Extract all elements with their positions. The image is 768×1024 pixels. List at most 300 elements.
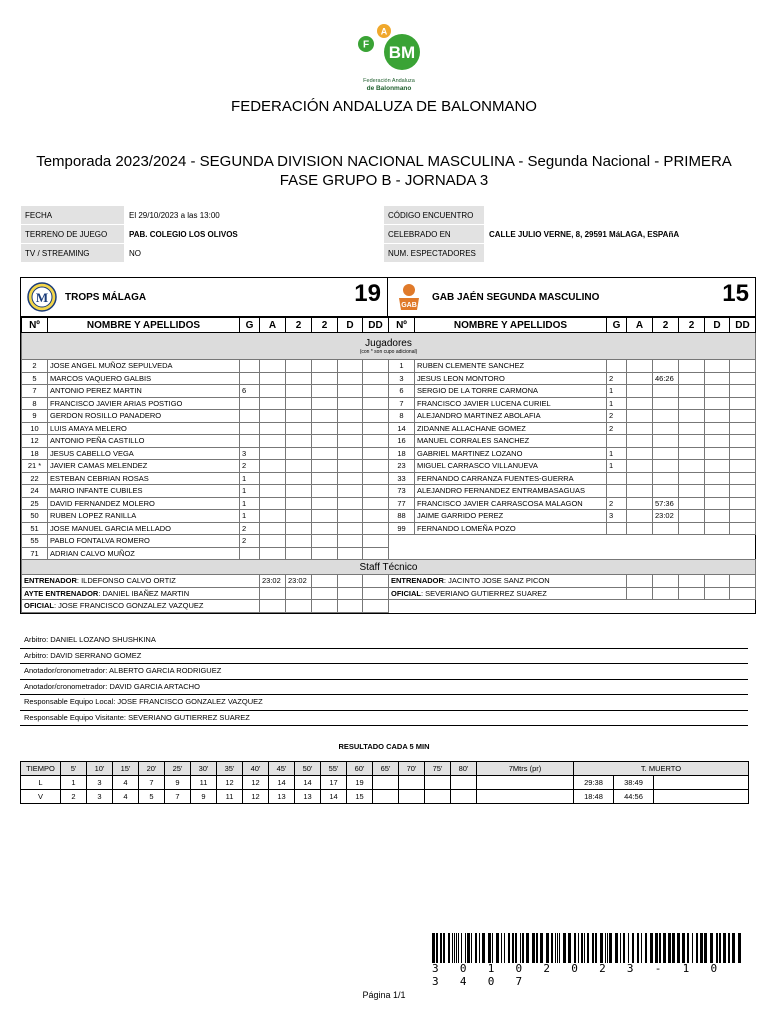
player-suspension-1 [286, 522, 312, 535]
player-goals: 1 [240, 510, 260, 523]
player-goals [240, 422, 260, 435]
player-goals: 1 [240, 485, 260, 498]
player-number: 21 * [22, 460, 48, 473]
fecha-label: FECHA [21, 206, 125, 225]
col-a: A [627, 318, 653, 333]
player-dd [730, 460, 756, 473]
player-row [22, 397, 756, 410]
player-name: ADRIAN CALVO MUÑOZ [48, 547, 240, 560]
player-dd [363, 472, 389, 485]
result-score-cell [399, 776, 425, 790]
barcode-bar [682, 933, 685, 963]
player-disqualification [705, 522, 730, 535]
barcode-bar [520, 933, 521, 963]
barcode-bar [563, 933, 566, 963]
player-number: 8 [389, 410, 415, 423]
staff-name: : SEVERIANO GUTIERREZ SUAREZ [421, 588, 547, 598]
official-line: Anotador/cronometrador: DAVID GARCIA ARTACHO [20, 680, 748, 696]
result-score-cell: 7 [139, 776, 165, 790]
player-name: JESUS LEON MONTORO [415, 372, 607, 385]
player-name: GABRIEL MARTINEZ LOZANO [415, 447, 607, 460]
player-row [22, 447, 756, 460]
barcode-bar [655, 933, 658, 963]
player-warning [260, 385, 286, 398]
player-suspension-2 [312, 360, 338, 373]
player-number: 5 [22, 372, 48, 385]
result-timeout-cell: 38:49 [614, 776, 654, 790]
player-goals [607, 522, 627, 535]
result-score-cell: 13 [295, 790, 321, 804]
player-disqualification [338, 360, 363, 373]
result-score-cell [425, 776, 451, 790]
home-team-score: 19 [354, 280, 381, 307]
player-suspension-2 [312, 547, 338, 560]
barcode-bar [482, 933, 485, 963]
player-disqualification [338, 485, 363, 498]
result-7m-cell [477, 776, 574, 790]
empty-cell [389, 535, 756, 548]
player-number: 25 [22, 497, 48, 510]
barcode-bar [595, 933, 597, 963]
player-name: MARIO INFANTE CUBILES [48, 485, 240, 498]
result-header-cell: 25' [165, 762, 191, 776]
result-score-cell: 11 [191, 776, 217, 790]
player-suspension-2 [312, 372, 338, 385]
player-name: RUBEN CLEMENTE SANCHEZ [415, 360, 607, 373]
player-dd [363, 372, 389, 385]
barcode-bar [504, 933, 505, 963]
player-warning [627, 385, 653, 398]
player-goals [240, 397, 260, 410]
barcode-bar [458, 933, 459, 963]
player-warning [260, 472, 286, 485]
result-score-cell: 13 [269, 790, 295, 804]
player-suspension-1 [653, 397, 679, 410]
staff-suspension-1: 23:02 [260, 575, 286, 588]
player-name: MARCOS VAQUERO GALBIS [48, 372, 240, 385]
player-dd [730, 435, 756, 448]
player-goals [240, 372, 260, 385]
page-footer: Página 1/1 [362, 990, 406, 1000]
player-suspension-2 [679, 397, 705, 410]
player-dd [363, 547, 389, 560]
staff-member [22, 600, 260, 613]
staff-dd [338, 600, 363, 613]
barcode-bar [461, 933, 462, 963]
empty-cell [389, 600, 756, 613]
barcode-bar [471, 933, 472, 963]
barcode-bar [592, 933, 594, 963]
result-score-cell: 3 [87, 776, 113, 790]
staff-body [22, 575, 756, 613]
player-number: 88 [389, 510, 415, 523]
player-name: JOSE ANGEL MUÑOZ SEPULVEDA [48, 360, 240, 373]
col-a: A [260, 318, 286, 333]
barcode-bar [620, 933, 621, 963]
official-line: Arbitro: DAVID SERRANO GOMEZ [20, 649, 748, 665]
player-disqualification [338, 535, 363, 548]
staff-suspension-2 [286, 587, 312, 600]
player-disqualification [705, 485, 730, 498]
barcode-bar [522, 933, 524, 963]
player-name: JESUS CABELLO VEGA [48, 447, 240, 460]
players-section-title: Jugadores [365, 337, 412, 349]
player-suspension-2 [312, 422, 338, 435]
player-disqualification [705, 360, 730, 373]
player-goals: 1 [607, 397, 627, 410]
player-suspension-1 [286, 410, 312, 423]
barcode-bar [659, 933, 661, 963]
away-crest-icon [394, 282, 424, 312]
player-suspension-2 [312, 435, 338, 448]
staff-role: AYTE ENTRENADOR [24, 588, 99, 598]
col-2min-2: 2 [312, 318, 338, 333]
barcode-bar [443, 933, 445, 963]
player-number: 8 [22, 397, 48, 410]
player-warning [260, 410, 286, 423]
player-name: ANTONIO PEREZ MARTIN [48, 385, 240, 398]
result-score-cell: 14 [321, 790, 347, 804]
col-2min-2: 2 [679, 318, 705, 333]
player-disqualification [338, 472, 363, 485]
barcode-number: 3 0 1 0 2 0 2 3 - 1 0 3 4 0 7 [432, 962, 725, 988]
player-dd [363, 535, 389, 548]
player-warning [627, 472, 653, 485]
player-suspension-1 [286, 397, 312, 410]
player-suspension-2 [679, 410, 705, 423]
player-suspension-1 [286, 372, 312, 385]
player-suspension-1 [286, 497, 312, 510]
player-suspension-1 [653, 360, 679, 373]
result-timeout-cell [654, 776, 749, 790]
player-number: 1 [389, 360, 415, 373]
player-row [22, 510, 756, 523]
result-score-cell: 9 [165, 776, 191, 790]
player-goals: 3 [240, 447, 260, 460]
result-score-cell [451, 776, 477, 790]
player-number: 71 [22, 547, 48, 560]
barcode-bar [456, 933, 457, 963]
player-warning [627, 497, 653, 510]
staff-extra [730, 587, 756, 600]
player-goals: 2 [607, 410, 627, 423]
col-g: G [607, 318, 627, 333]
result-header-cell: 5' [61, 762, 87, 776]
barcode-bar [559, 933, 560, 963]
result-team-label: L [21, 776, 61, 790]
player-warning [260, 447, 286, 460]
player-name: GERDON ROSILLO PANADERO [48, 410, 240, 423]
player-number: 3 [389, 372, 415, 385]
barcode-bar [436, 933, 438, 963]
player-suspension-1 [653, 435, 679, 448]
player-goals: 1 [240, 472, 260, 485]
result-timeout-cell: 29:38 [574, 776, 614, 790]
result-score-cell: 19 [347, 776, 373, 790]
player-suspension-1 [286, 510, 312, 523]
result-score-cell: 2 [61, 790, 87, 804]
player-dd [363, 460, 389, 473]
player-disqualification [338, 447, 363, 460]
barcode-bar [581, 933, 583, 963]
result-header-cell: 40' [243, 762, 269, 776]
staff-member [22, 587, 260, 600]
player-name: ESTEBAN CEBRIAN ROSAS [48, 472, 240, 485]
barcode-bar [454, 933, 455, 963]
terreno-value: PAB. COLEGIO LOS OLIVOS [125, 225, 384, 244]
barcode-bar [467, 933, 470, 963]
col-name: NOMBRE Y APELLIDOS [415, 318, 607, 333]
player-name: FRANCISCO JAVIER CARRASCOSA MALAGON [415, 497, 607, 510]
player-goals: 6 [240, 385, 260, 398]
player-suspension-2 [679, 372, 705, 385]
barcode-bar [663, 933, 666, 963]
player-name: FERNANDO CARRANZA FUENTES-GUERRA [415, 472, 607, 485]
player-disqualification [338, 422, 363, 435]
player-goals: 1 [240, 497, 260, 510]
result-score-cell: 4 [113, 776, 139, 790]
player-dd [363, 397, 389, 410]
player-dd [730, 472, 756, 485]
player-name: PABLO FONTALVA ROMERO [48, 535, 240, 548]
result-score-cell: 14 [295, 776, 321, 790]
result-score-cell: 1 [61, 776, 87, 790]
player-warning [260, 510, 286, 523]
player-goals [240, 435, 260, 448]
player-disqualification [338, 435, 363, 448]
svg-text:GAB: GAB [401, 302, 417, 309]
player-goals: 1 [607, 460, 627, 473]
home-team-header [21, 278, 388, 316]
player-row [22, 535, 756, 548]
staff-suspension-1 [627, 587, 653, 600]
barcode-bar [488, 933, 491, 963]
player-warning [627, 372, 653, 385]
player-number: 14 [389, 422, 415, 435]
barcode-bar [668, 933, 671, 963]
result-score-cell [425, 790, 451, 804]
player-suspension-1: 57:36 [653, 497, 679, 510]
player-warning [260, 397, 286, 410]
barcode-bar [452, 933, 453, 963]
staff-member [22, 575, 260, 588]
player-number: 33 [389, 472, 415, 485]
svg-text:de Balonmano: de Balonmano [366, 85, 412, 92]
barcode-bar [738, 933, 741, 963]
player-warning [627, 435, 653, 448]
barcode-bar [710, 933, 713, 963]
col-d: D [705, 318, 730, 333]
col-g: G [240, 318, 260, 333]
result-timeout-cell: 18:48 [574, 790, 614, 804]
staff-row [22, 600, 756, 613]
celebrado-value: CALLE JULIO VERNE, 8, 29591 MáLAGA, ESPAñA [485, 225, 748, 244]
staff-dd [705, 575, 730, 588]
player-name: MANUEL CORRALES SANCHEZ [415, 435, 607, 448]
player-number: 7 [389, 397, 415, 410]
player-number: 10 [22, 422, 48, 435]
org-title: FEDERACIÓN ANDALUZA DE BALONMANO [231, 98, 537, 115]
player-number: 50 [22, 510, 48, 523]
celebrado-label: CELEBRADO EN [384, 225, 485, 244]
result-header-cell: 20' [139, 762, 165, 776]
tv-value: NO [125, 244, 384, 263]
staff-name: : JOSE FRANCISCO GONZALEZ VAZQUEZ [54, 601, 204, 611]
barcode-bar [700, 933, 703, 963]
match-info-table [20, 205, 748, 263]
col-dd: DD [730, 318, 756, 333]
official-line: Responsable Equipo Local: JOSE FRANCISCO GONZALEZ VAZQUEZ [20, 695, 748, 711]
player-number: 16 [389, 435, 415, 448]
player-warning [627, 522, 653, 535]
player-disqualification [338, 510, 363, 523]
result-header-cell: T. MUERTO [574, 762, 749, 776]
player-suspension-2 [679, 510, 705, 523]
staff-extra [730, 575, 756, 588]
player-suspension-2 [679, 385, 705, 398]
player-name: ANTONIO PEÑA CASTILLO [48, 435, 240, 448]
player-goals: 3 [607, 510, 627, 523]
staff-suspension-2 [286, 600, 312, 613]
result-header-cell: 50' [295, 762, 321, 776]
player-suspension-2 [312, 535, 338, 548]
player-suspension-2 [679, 422, 705, 435]
player-disqualification [705, 435, 730, 448]
player-disqualification [705, 447, 730, 460]
result-header-cell: 30' [191, 762, 217, 776]
barcode-bar [465, 933, 466, 963]
barcode-bar [719, 933, 721, 963]
result-title: RESULTADO CADA 5 MIN [338, 742, 430, 751]
result-score-cell [373, 776, 399, 790]
player-name: ZIDANNE ALLACHANE GOMEZ [415, 422, 607, 435]
staff-dd [338, 587, 363, 600]
player-disqualification [338, 522, 363, 535]
staff-name: : JACINTO JOSE SANZ PICON [443, 576, 550, 586]
barcode-bar [448, 933, 450, 963]
barcode-bar [501, 933, 502, 963]
staff-suspension-1 [260, 600, 286, 613]
player-goals: 2 [240, 460, 260, 473]
barcode-bar [546, 933, 549, 963]
player-name: FERNANDO LOMEÑA POZO [415, 522, 607, 535]
player-suspension-2 [679, 522, 705, 535]
player-dd [363, 410, 389, 423]
player-disqualification [705, 422, 730, 435]
player-goals: 2 [607, 372, 627, 385]
barcode-bar [512, 933, 514, 963]
player-suspension-2 [312, 522, 338, 535]
barcode-bar [637, 933, 639, 963]
home-team-name: TROPS MÁLAGA [65, 291, 147, 303]
result-header-cell: 60' [347, 762, 373, 776]
result-score-cell: 5 [139, 790, 165, 804]
staff-section-header: Staff Técnico [22, 560, 756, 575]
player-goals: 2 [607, 422, 627, 435]
barcode-bar [632, 933, 634, 963]
barcode-bar [696, 933, 698, 963]
svg-text:M: M [35, 290, 49, 305]
barcode-bar [515, 933, 517, 963]
player-number: 24 [22, 485, 48, 498]
barcode-bar [540, 933, 543, 963]
result-timeout-cell [654, 790, 749, 804]
result-row [21, 790, 749, 804]
player-suspension-2 [679, 435, 705, 448]
player-name: RUBEN LOPEZ RANILLA [48, 510, 240, 523]
col-2min-1: 2 [286, 318, 312, 333]
barcode-bar [716, 933, 718, 963]
barcode-bar [496, 933, 499, 963]
player-dd [363, 447, 389, 460]
col-name: NOMBRE Y APELLIDOS [48, 318, 240, 333]
player-warning [260, 547, 286, 560]
player-goals [607, 360, 627, 373]
player-dd [730, 510, 756, 523]
player-row [22, 372, 756, 385]
official-line: Responsable Equipo Visitante: SEVERIANO GUTIERREZ SUAREZ [20, 711, 748, 727]
teams-sheet [20, 277, 756, 614]
barcode-image [432, 933, 742, 963]
result-table [20, 761, 749, 804]
result-score-cell [451, 790, 477, 804]
player-name: ALEJANDRO FERNANDEZ ENTRAMBASAGUAS [415, 485, 607, 498]
barcode-bar [645, 933, 647, 963]
staff-role: ENTRENADOR [391, 576, 444, 586]
player-suspension-1: 46:26 [653, 372, 679, 385]
season-title: Temporada 2023/2024 - SEGUNDA DIVISION NACIONAL MASCULINA - Segunda Nacional - PRIMERA FASE GRUPO B - JORNADA 3 [36, 153, 732, 189]
barcode-bar [600, 933, 603, 963]
staff-suspension-1 [627, 575, 653, 588]
staff-role: ENTRENADOR [24, 576, 77, 586]
barcode-bar [615, 933, 618, 963]
player-suspension-2 [679, 360, 705, 373]
staff-role: OFICIAL [391, 588, 421, 598]
player-suspension-2 [679, 497, 705, 510]
player-row [22, 547, 756, 560]
barcode-bar [479, 933, 480, 963]
player-suspension-2 [679, 485, 705, 498]
player-name: ALEJANDRO MARTINEZ ABOLAFIA [415, 410, 607, 423]
player-warning [260, 497, 286, 510]
barcode-bar [440, 933, 442, 963]
player-name: FRANCISCO JAVIER ARIAS POSTIGO [48, 397, 240, 410]
staff-member [389, 587, 627, 600]
official-line: Arbitro: DANIEL LOZANO SHUSHKINA [20, 633, 748, 649]
player-disqualification [338, 397, 363, 410]
player-warning [260, 522, 286, 535]
player-dd [730, 372, 756, 385]
player-dd [730, 447, 756, 460]
staff-dd [338, 575, 363, 588]
away-team-score: 15 [722, 280, 749, 307]
svg-text:BM: BM [388, 43, 416, 62]
svg-text:F: F [362, 39, 370, 51]
player-suspension-1 [653, 447, 679, 460]
player-suspension-1 [653, 485, 679, 498]
barcode-bar [704, 933, 707, 963]
result-header-cell: 70' [399, 762, 425, 776]
result-score-cell: 4 [113, 790, 139, 804]
barcode-bar [555, 933, 556, 963]
result-7m-cell [477, 790, 574, 804]
officials-list [20, 633, 748, 726]
result-score-cell: 12 [243, 776, 269, 790]
result-header-cell: 15' [113, 762, 139, 776]
player-goals [240, 547, 260, 560]
player-warning [260, 535, 286, 548]
player-suspension-2 [312, 460, 338, 473]
